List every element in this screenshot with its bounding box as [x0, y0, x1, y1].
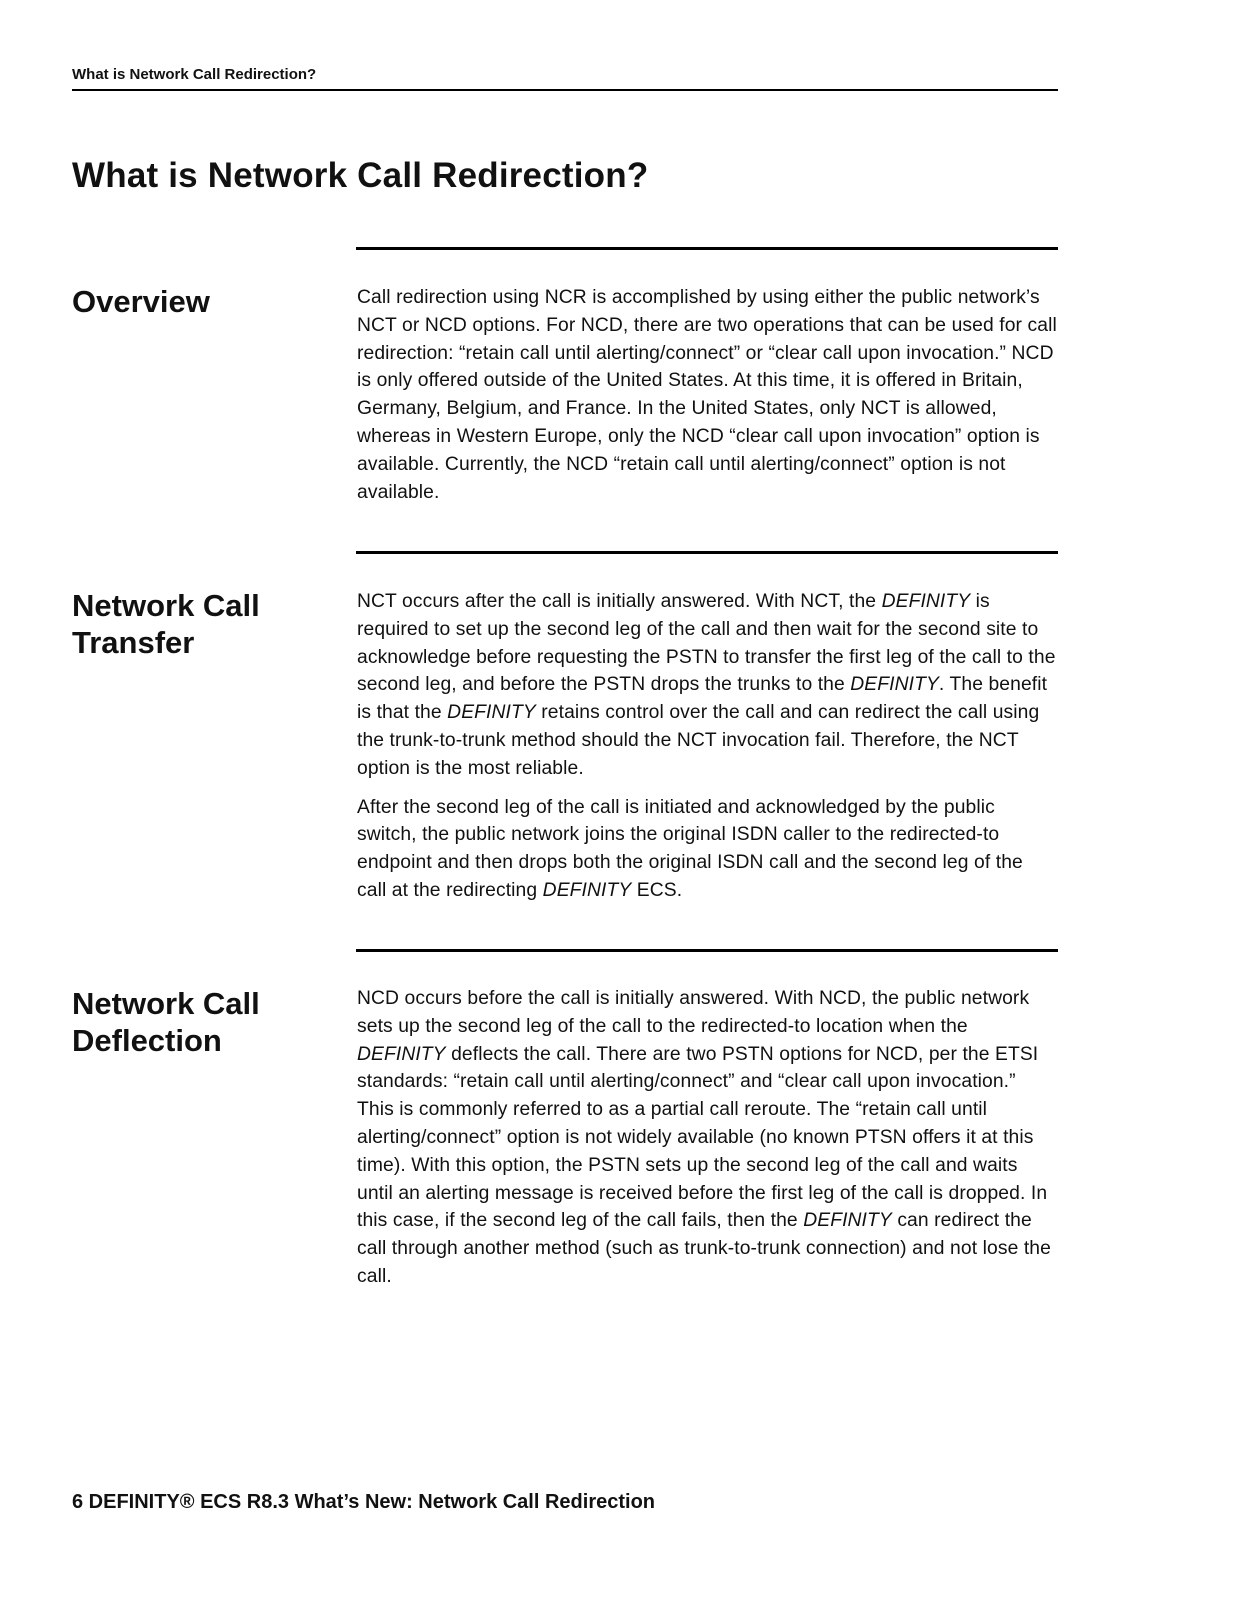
section-rule-transfer: [356, 551, 1058, 554]
body-paragraph: [357, 588, 1057, 783]
section-body-overview: [357, 284, 1057, 517]
product-name-text: DEFINITY: [542, 879, 632, 901]
section-heading-transfer: Network Call Transfer: [72, 588, 260, 660]
paragraph-text: can redirect the call through another method (such as trunk-to-trunk connection) and not lose the call.: [357, 1210, 1051, 1287]
body-paragraph: [357, 985, 1057, 1291]
product-name-text: DEFINITY: [357, 1043, 446, 1065]
section-body-deflection: [357, 985, 1057, 1302]
section-rule-deflection: [356, 949, 1058, 952]
page-title: What is Network Call Redirection?: [72, 156, 649, 195]
section-body-transfer: [357, 588, 1057, 916]
paragraph-text: NCT occurs after the call is initially answered. With NCT, the: [357, 591, 882, 612]
body-paragraph: [357, 284, 1057, 506]
paragraph-text: NCD occurs before the call is initially answered. With NCD, the public network sets up the second leg of the call to the redirected-to location when the: [357, 988, 1030, 1037]
paragraph-text: is required to set up the second leg of the call and then wait for the second site to acknowledge before requesting the PSTN to transfer the first leg of the call to the second leg, and before the PSTN drops the trunks to the: [357, 591, 1056, 696]
section-heading-deflection: Network Call Deflection: [72, 986, 260, 1058]
product-name-text: DEFINITY: [803, 1210, 892, 1232]
running-footer: 6 DEFINITY® ECS R8.3 What’s New: Network Call Redirection: [72, 1491, 655, 1513]
product-name-text: DEFINITY: [881, 591, 971, 612]
paragraph-text: After the second leg of the call is initiated and acknowledged by the public switch, the public network joins the original ISDN caller to the redirected-to endpoint and then drops both the original ISDN call and the second leg of the call at the redirecting: [357, 796, 1023, 901]
product-name-text: DEFINITY: [850, 674, 939, 696]
section-rule-overview: [356, 247, 1058, 250]
paragraph-text: retains control over the call and can redirect the call using the trunk-to-trunk method should the NCT invocation fail. Therefore, the NCT option is the most reliable.: [357, 702, 1040, 779]
body-paragraph: [357, 794, 1057, 905]
paragraph-text: ECS.: [631, 879, 683, 901]
paragraph-text: deflects the call. There are two PSTN options for NCD, per the ETSI standards: “retain call until alerting/connect” and “clear call upon invocation.” This is commonly referred to as a partial call reroute. The “retain call until alerting/connect” option is not widely available (no known PTSN offers it at this time). With this option, the PSTN sets up the second leg of the call and waits until an alerting message is received before the first leg of the call is dropped. In this case, if the second leg of the call fails, then the: [357, 1043, 1048, 1232]
paragraph-text: . The benefit is that the: [357, 674, 1048, 724]
section-heading-overview: Overview: [72, 284, 210, 319]
running-header: What is Network Call Redirection?: [72, 66, 1058, 91]
paragraph-text: Call redirection using NCR is accomplished by using either the public network’s NCT or NCD options. For NCD, there are two operations that can be used for call redirection: “retain call until alerting/connect” or “clear call upon invocation.” NCD is only offered outside of the United States. At this time, it is offered in Britain, Germany, Belgium, and France. In the United States, only NCT is allowed, whereas in Western Europe, only the NCD “clear call upon invocation” option is available. Currently, the NCD “retain call until alerting/connect” option is not available.: [357, 287, 1057, 503]
product-name-text: DEFINITY: [447, 702, 536, 724]
